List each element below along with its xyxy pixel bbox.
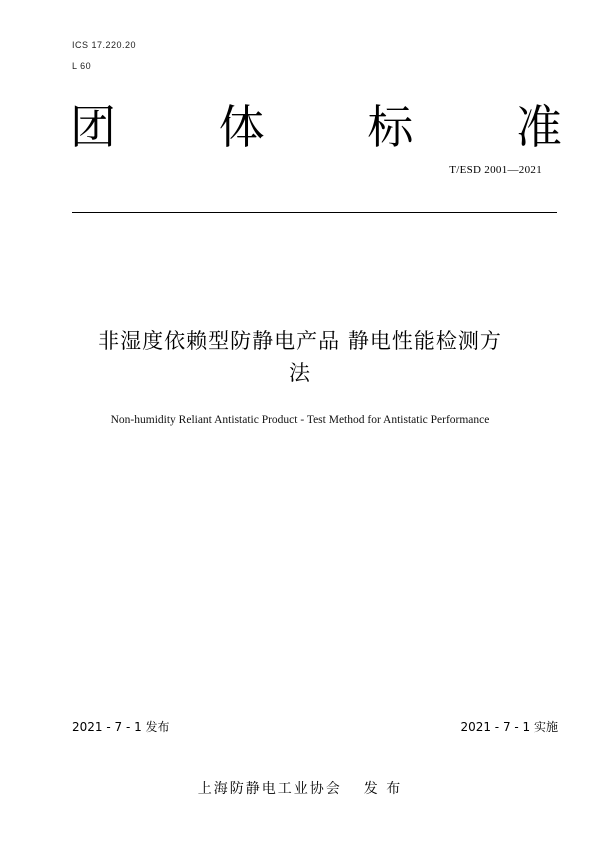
issuer-name: 上海防静电工业协会 — [197, 781, 342, 797]
standard-type-char: 团 — [70, 100, 116, 154]
document-title-cn — [50, 325, 550, 389]
standard-number: T/ESD 2001—2021 — [449, 164, 542, 176]
document-title-en: Non-humidity Reliant Antistatic Product - Test Method for Antistatic Performance — [110, 414, 490, 426]
implement-date: 2021 - 7 - 1 实施 — [460, 720, 558, 734]
standard-type-char: 体 — [218, 100, 265, 154]
ccs-code: L 60 — [72, 61, 92, 71]
standard-type-heading — [70, 92, 562, 162]
title-cn-line1: 非湿度依赖型防静电产品 静电性能检测方 — [98, 329, 502, 353]
standard-type-char: 准 — [515, 100, 562, 154]
standard-type-char: 标 — [367, 100, 414, 154]
ics-code: ICS 17.220.20 — [72, 40, 137, 50]
issuer-action: 发 布 — [363, 781, 403, 797]
header-divider — [72, 212, 557, 213]
title-cn-line2: 法 — [289, 361, 311, 385]
publish-date: 2021 - 7 - 1 发布 — [72, 720, 170, 734]
issuer-line — [60, 778, 540, 798]
